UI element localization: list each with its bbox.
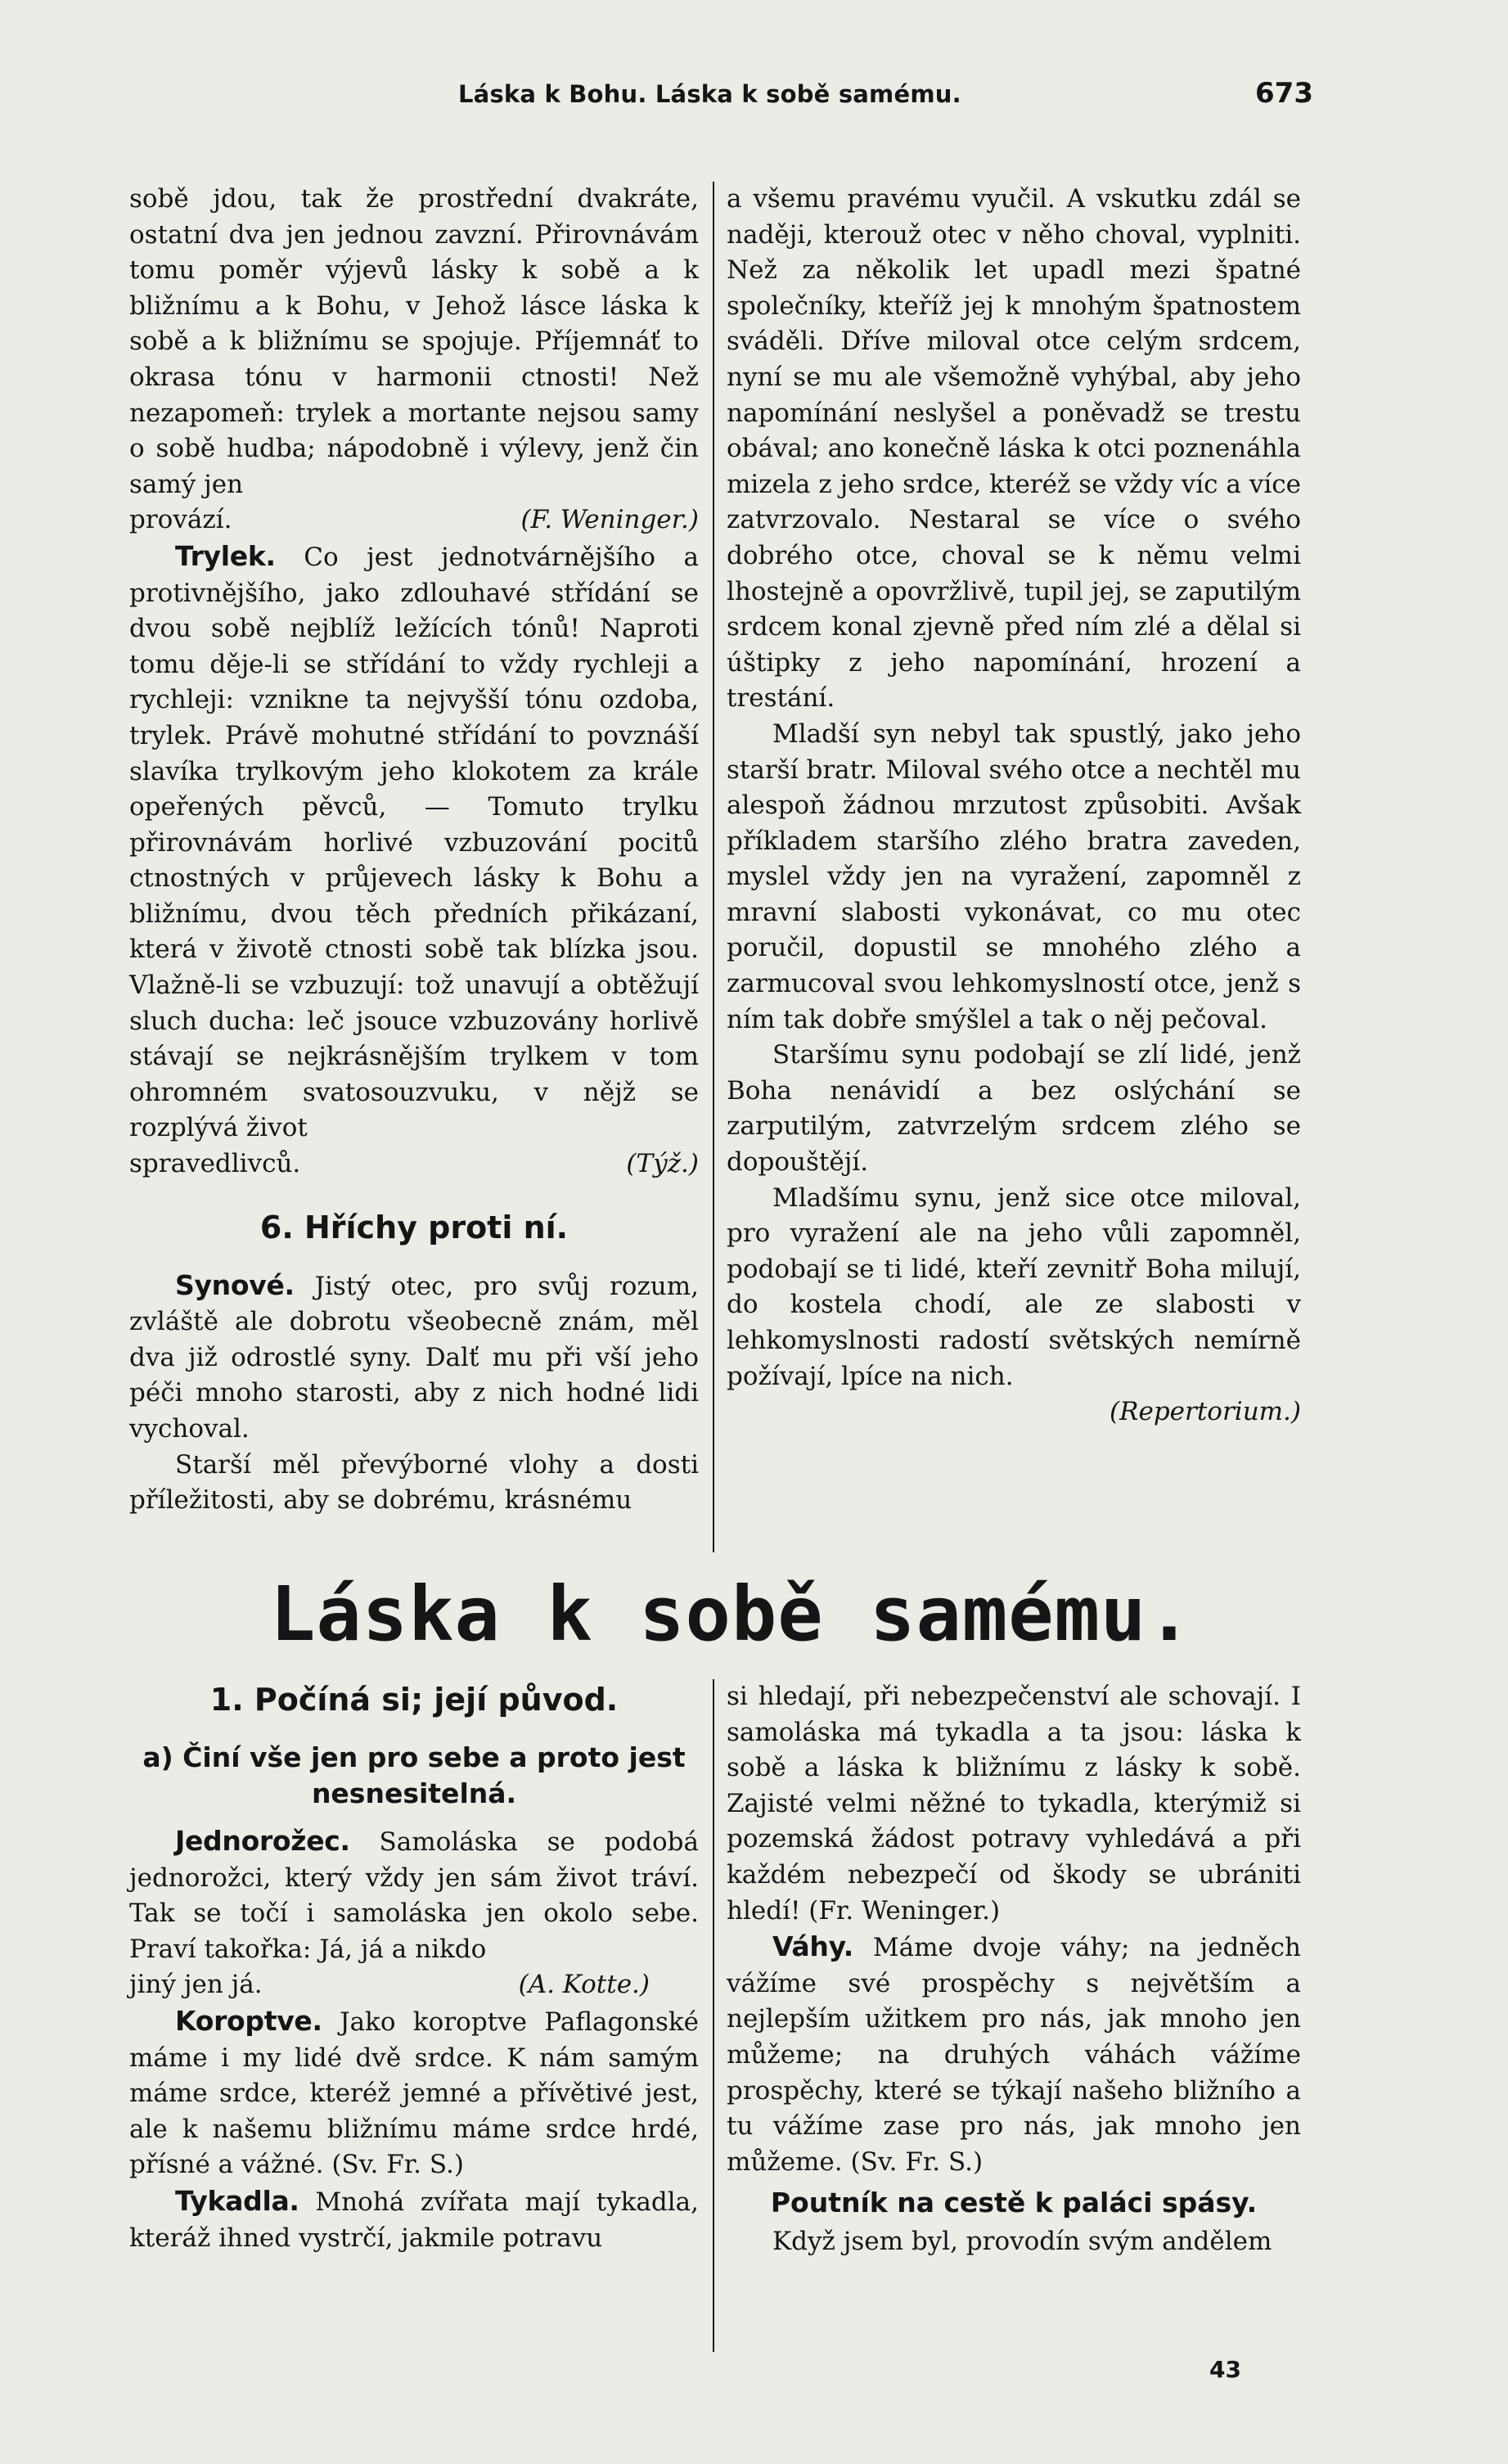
paragraph-jednorozec bbox=[129, 1823, 699, 1967]
paragraph-koroptve bbox=[129, 2003, 699, 2183]
paragraph: Starší měl převýborné vlohy a dosti příležitosti, aby se dobrému, krásnému bbox=[129, 1449, 699, 1516]
paragraph: Když jsem byl, provodín svým andělem bbox=[772, 2227, 1272, 2257]
paragraph-text: Máme dvoje váhy; na jedněch vážíme své prospěchy s největším a nejlepším užitkem pro nás, jak mnoho jen můžeme; na druhých váhách vážíme prospěchy, které se týkají našeho bližního a tu vážíme zase pro nás, jak mnoho jen můžeme. (Sv. Fr. S.) bbox=[727, 1933, 1301, 2177]
entry-keyword: Synové. bbox=[175, 1268, 295, 1301]
column-lower-left bbox=[129, 1679, 699, 2256]
paragraph-tykadla bbox=[129, 2183, 699, 2256]
entry-keyword: Trylek. bbox=[175, 539, 276, 572]
column-lower-right bbox=[727, 1679, 1301, 2260]
source-citation: (A. Kotte.) bbox=[518, 1970, 650, 2000]
paragraph-text: Co jest jednotvárnějšího a protivnějšího, jako zdlouhavé střídání se dvou sobě nejblíž ležících tónů! Naproti tomu děje-li se střídání to vždy rychleji a rychleji: vznikne ta nejvyšší tónu ozdoba, trylek. Právě mohutné střídání to povznáší slavíka trylkovým jeho klokotem za krále opeřených pěvců, — Tomuto trylku přirovnávám horlivé vzbuzování pocitů ctnostných v průjevech lásky k Bohu a bližnímu, dvou těch předních přikázaní, která v životě ctnosti sobě tak blízka jsou. Vlažně-li se vzbuzují: tož unavují a obtěžují sluch ducha: leč jsouce vzbuzovány horlivě stávají se nejkrásnějším trylkem v tom ohromném svatosouzvuku, v nějž se rozplývá život bbox=[129, 542, 699, 1143]
section-heading: Poutník na cestě k paláci spásy. bbox=[770, 2187, 1258, 2219]
paragraph-text: Jako koroptve Paflagonské máme i my lidé dvě srdce. K nám samým máme srdce, kteréž jemné a přívětivé jest, ale k našemu bližnímu máme srdce hrdé, přísné a vážné. (Sv. Fr. S.) bbox=[129, 2007, 699, 2180]
paragraph-trylek bbox=[129, 538, 699, 1146]
paragraph-text: sobě jdou, tak že prostřední dvakráte, ostatní dva jen jednou zavzní. Přirovnávám tomu poměr výjevů lásky k sobě a k bližnímu a k Bohu, v Jehož lásce láska k sobě a k bližnímu se spojuje. Příjemnáť to okrasa tónu v harmonii ctnosti! Než nezapomeň: trylek a mortante nejsou samy o sobě hudba; nápodobně i výlevy, jenž čin samý jen bbox=[129, 184, 699, 499]
paragraph-end: jiný jen já. bbox=[129, 1970, 263, 2000]
subsection-heading: a) Činí vše jen pro sebe a proto jest nesnesitelná. bbox=[142, 1741, 686, 1809]
chapter-title: Láska k sobě samému. bbox=[270, 1570, 1193, 1658]
section-heading: 1. Počíná si; její původ. bbox=[209, 1682, 619, 1718]
paragraph-text: Samoláska se podobá jednorožci, který vždy jen sám život tráví. Tak se točí i samoláska jen okolo sebe. Praví takořka: Já, já a nikdo bbox=[129, 1827, 699, 1964]
entry-keyword: Váhy. bbox=[772, 1930, 854, 1963]
paragraph-synove bbox=[129, 1268, 699, 1448]
column-divider-bottom bbox=[713, 1679, 714, 2352]
column-divider-top bbox=[713, 182, 714, 1552]
page-number: 673 bbox=[1255, 77, 1313, 110]
paragraph-end: provází. bbox=[129, 505, 232, 535]
running-title: Láska k Bohu. Láska k sobě samému. bbox=[458, 80, 961, 108]
paragraph-text: Mnohá zvířata mají tykadla, kteráž ihned vystrčí, jakmile potravu bbox=[129, 2187, 699, 2253]
source-citation: (Repertorium.) bbox=[1110, 1397, 1301, 1427]
paragraph-continuation: a všemu pravému vyučil. A vskutku zdál se naději, kterouž otec v něho choval, vyplniti. Než za několik let upadl mezi špatné společníky, kteříž jej k mnohým špatnostem sváděli. Dříve miloval otce celým srdcem, nyní se mu ale všemožně vyhýbal, aby jeho napomínání neslyšel a poněvadž se trestu obával; ano konečně láska k otci poznenáhla mizela z jeho srdce, kteréž se vždy víc a více zatvrzovalo. Nestaral se více o svého dobrého otce, choval se k němu velmi lhostejně a opovržlivě, tupil jej, se zaputilým srdcem konal zjevně před ním zlé a dělal si úštipky z jeho napomínání, hrození a trestání. bbox=[727, 184, 1301, 714]
source-citation: (Týž.) bbox=[626, 1149, 699, 1179]
paragraph-end: spravedlivců. bbox=[129, 1149, 301, 1179]
paragraph-end-line bbox=[129, 1967, 699, 2003]
column-upper-left bbox=[129, 182, 699, 1519]
entry-keyword: Tykadla. bbox=[175, 2184, 299, 2217]
printer-signature: 43 bbox=[1209, 2356, 1241, 2383]
paragraph-vahy bbox=[727, 1929, 1301, 2180]
entry-keyword: Jednorožec. bbox=[175, 1825, 350, 1857]
source-line bbox=[727, 1394, 1301, 1430]
entry-keyword: Koroptve. bbox=[175, 2004, 322, 2037]
paragraph-end-line bbox=[129, 1146, 699, 1182]
paragraph-continuation: si hledají, při nebezpečenství ale schovají. I samoláska má tykadla a ta jsou: láska k sobě a láska k bližnímu z lásky k sobě. Zajisté velmi něžné to tykadla, kterýmiž si pozemská žádost potravy vyhledává a při každém nebezpečí od škody se ubrániti hledí! (Fr. Weninger.) bbox=[727, 1682, 1301, 1926]
paragraph-text: Jistý otec, pro svůj rozum, zvláště ale dobrotu všeobecně znám, měl dva již odrostlé syny. Dalť mu při vší jeho péči mnoho starosti, aby z nich hodné lidi vychoval. bbox=[129, 1271, 699, 1444]
paragraph-continuation bbox=[129, 182, 699, 502]
source-citation: (F. Weninger.) bbox=[520, 505, 699, 535]
paragraph: Staršímu synu podobají se zlí lidé, jenž Boha nenávidí a bez oslýchání se zarputilým, zatvrzelým srdcem zlého se dopouštějí. bbox=[727, 1040, 1301, 1178]
section-heading: 6. Hříchy proti ní. bbox=[259, 1209, 569, 1246]
paragraph-end-line bbox=[129, 502, 699, 538]
column-upper-right bbox=[727, 182, 1301, 1430]
paragraph: Mladšímu synu, jenž sice otce miloval, pro vyražení ale na jeho vůli zapomněl, podobají se ti lidé, kteří zevnitř Boha milují, do kostela chodí, ale ze slabosti v lehkomyslnosti radostí světských nemírně požívají, lpíce na nich. bbox=[727, 1182, 1301, 1391]
paragraph: Mladší syn nebyl tak spustlý, jako jeho starší bratr. Miloval svého otce a nechtěl mu alespoň žádnou mrzutost způsobiti. Avšak příkladem staršího zlého bratra zaveden, myslel vždy jen na vyražení, zapomněl z mravní slabosti vykonávat, co mu otec poručil, dopustil se mnohého zlého a zarmucoval svou lehkomyslností otce, jenž s ním tak dobře smýšlel a tak o něj pečoval. bbox=[727, 718, 1301, 1034]
